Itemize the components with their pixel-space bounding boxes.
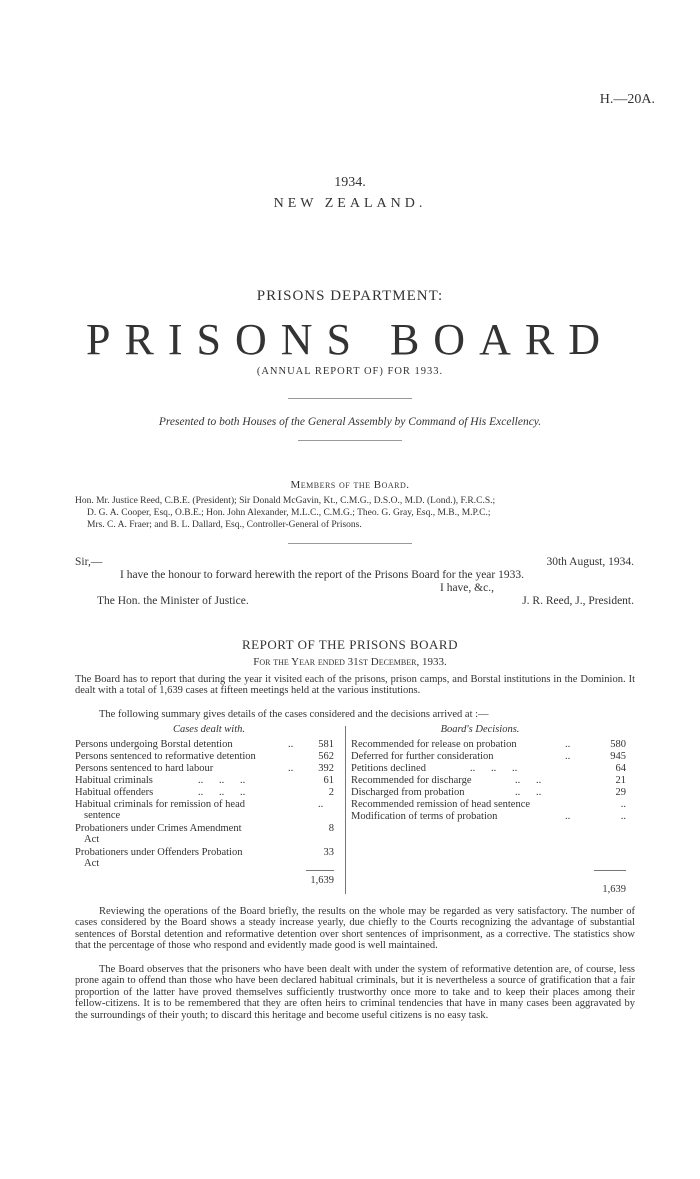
divider [288, 543, 412, 544]
report-subheading: For the Year ended 31st December, 1933. [253, 656, 447, 668]
letter-addressee: The Hon. the Minister of Justice. [97, 595, 249, 607]
decisions-total: 1,639 [602, 884, 626, 895]
document-id: H.—20A. [599, 92, 655, 107]
case-label: Habitual criminals for remission of head [75, 799, 245, 810]
cases-heading: Cases dealt with. [172, 724, 246, 735]
body-paragraph: Reviewing the operations of the Board briefly, the results on the whole may be regarded as very satisfactory. The number of cases considered by the Board shows a steady increase yearly, due chiefly to the Courts recognizing the advantage of substantial sentences of Borstal detention and reformative detention over short sentences of imprisonment, as a corrective. The statistics show that the percentage of those who respond and evidently made good is well maintained. [75, 906, 635, 952]
decision-label: Discharged from probation [351, 787, 465, 798]
case-leader: .. [318, 799, 324, 810]
case-label-cont: Act [84, 834, 100, 845]
decisions-heading: Board's Decisions. [440, 724, 520, 735]
department-heading: PRISONS DEPARTMENT: [256, 288, 444, 304]
decision-value: 945 [610, 751, 626, 762]
members-list [75, 495, 635, 531]
case-label: Persons undergoing Borstal detention [75, 739, 233, 750]
case-label-cont: Act [84, 858, 100, 869]
case-leader: .. .. .. [198, 787, 246, 798]
decision-value: .. [620, 811, 626, 822]
decision-leader: .. [565, 739, 571, 750]
case-label: Persons sentenced to reformative detention [75, 751, 256, 762]
case-leader: .. [288, 763, 294, 774]
column-divider [345, 726, 346, 894]
decision-label: Modification of terms of probation [351, 811, 498, 822]
decision-value: .. [620, 799, 626, 810]
case-value: 61 [323, 775, 334, 786]
case-value: 562 [318, 751, 334, 762]
letter-signature: J. R. Reed, J., President. [522, 595, 634, 607]
decision-leader: .. .. [515, 787, 542, 798]
case-label: Probationers under Offenders Probation [75, 847, 243, 858]
decision-value: 64 [615, 763, 626, 774]
members-line: D. G. A. Cooper, Esq., O.B.E.; Hon. John Alexander, M.L.C., C.M.G.; Theo. G. Gray, Esq., M.B., M.P.C.; [87, 508, 491, 518]
decision-value: 580 [610, 739, 626, 750]
case-leader: .. [288, 739, 294, 750]
board-title: PRISONS BOARD [86, 315, 614, 364]
presented-note: Presented to both Houses of the General Assembly by Command of His Excellency. [158, 416, 542, 428]
case-value: 8 [328, 823, 334, 834]
case-value: 2 [328, 787, 334, 798]
case-value: 581 [318, 739, 334, 750]
case-label-cont: sentence [84, 810, 121, 821]
case-value: 392 [318, 763, 334, 774]
letter-salutation: Sir,— [75, 556, 103, 568]
total-rule [306, 870, 334, 871]
divider [298, 440, 402, 441]
decision-label: Recommended remission of head sentence [351, 799, 531, 810]
case-label: Habitual offenders [75, 787, 154, 798]
total-rule [594, 870, 626, 871]
year-heading: 1934. [334, 175, 366, 190]
decision-leader: .. .. [515, 775, 542, 786]
report-intro: The Board has to report that during the year it visited each of the prisons, prison camps, and Borstal institutions in the Dominion. It dealt with a total of 1,639 cases at fifteen meetings held at the various institutions. [75, 674, 635, 697]
members-heading: Members of the Board. [290, 479, 410, 491]
case-label: Habitual criminals [75, 775, 153, 786]
summary-intro: The following summary gives details of the cases considered and the decisions arrived at :— [99, 709, 489, 720]
decision-label: Recommended for discharge [351, 775, 472, 786]
decision-value: 29 [615, 787, 626, 798]
annual-report-subtitle: (ANNUAL REPORT OF) FOR 1933. [256, 366, 444, 377]
case-label: Persons sentenced to hard labour [75, 763, 214, 774]
divider [288, 398, 412, 399]
members-line: Hon. Mr. Justice Reed, C.B.E. (President); Sir Donald McGavin, Kt., C.M.G., D.S.O., M.D. (Lond.), F.R.C.S.; [75, 496, 496, 506]
body-paragraph: The Board observes that the prisoners who have been dealt with under the system of reformative detention are, of course, less prone again to offend than those who have been declared habitual criminals, but it is nevertheless a source of gratification that a fair proportion of the latter have proved themselves sufficiently trustworthy once more to take and to keep their places among their fellow-citizens. It is to be remembered that they are often heirs to criminal tendencies that have in many cases been aggravated by the surroundings of their youth; to discard this heritage and become useful citizens is no easy task. [75, 964, 635, 1021]
decision-leader: .. [565, 811, 571, 822]
members-line: Mrs. C. A. Fraer; and B. L. Dallard, Esq., Controller-General of Prisons. [87, 520, 362, 530]
case-value: 33 [323, 847, 334, 858]
letter-body: I have the honour to forward herewith the report of the Prisons Board for the year 1933. [120, 569, 524, 581]
letter-closing: I have, &c., [440, 582, 494, 594]
case-leader: .. .. .. [198, 775, 246, 786]
decision-value: 21 [615, 775, 626, 786]
country-heading: NEW ZEALAND. [273, 196, 427, 211]
decision-label: Petitions declined [351, 763, 426, 774]
letter-date: 30th August, 1934. [546, 556, 634, 568]
cases-total: 1,639 [310, 875, 334, 886]
decision-label: Recommended for release on probation [351, 739, 517, 750]
report-heading: REPORT OF THE PRISONS BOARD [242, 637, 458, 652]
decision-leader: .. [565, 751, 571, 762]
decision-label: Deferred for further consideration [351, 751, 494, 762]
decision-leader: .. .. .. [470, 763, 518, 774]
case-label: Probationers under Crimes Amendment [75, 823, 242, 834]
